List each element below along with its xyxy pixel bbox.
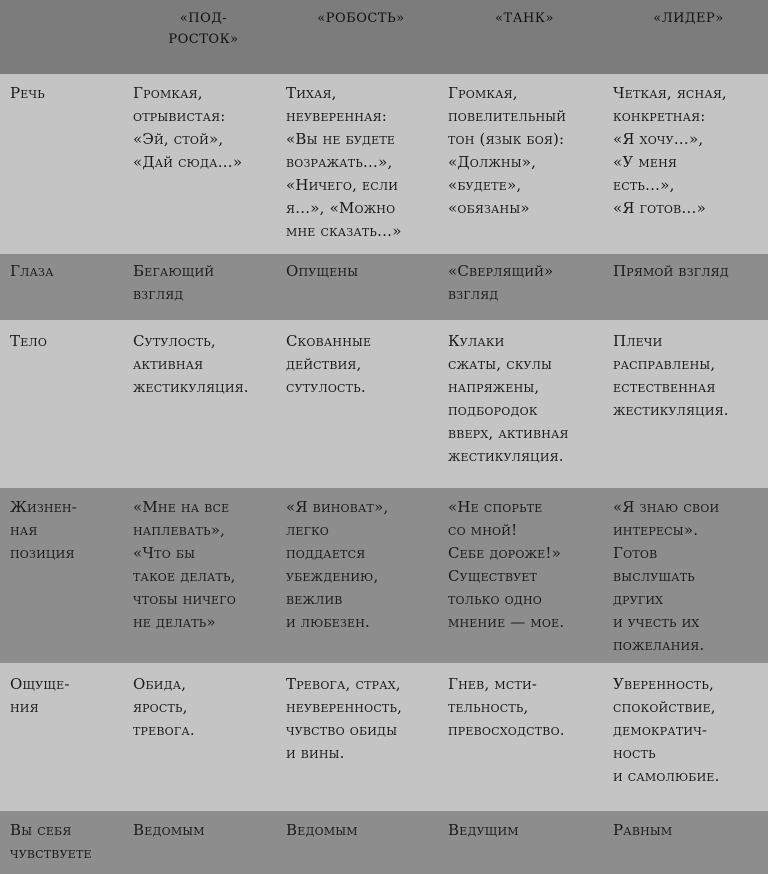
table-cell: Гнев, мсти- тельность, превосходство. [440, 663, 605, 811]
header-teenager: «ПОД- РОСТОК» [125, 0, 278, 74]
table-cell: Плечи расправлены, естественная жестикуляция. [605, 320, 768, 488]
table-cell: Ведущим [440, 811, 605, 874]
table-cell: Кулаки сжаты, скулы напряжены, подбородок вверх, активная жестикуляция. [440, 320, 605, 488]
table-cell: «Я виноват», легко поддается убеждению, вежлив и любезен. [278, 488, 440, 663]
table-row-body [0, 320, 768, 488]
table-cell: Опущены [278, 254, 440, 320]
table-cell: Тревога, страх, неуверенность, чувство обиды и вины. [278, 663, 440, 811]
table-cell: Громкая, повелительный тон (язык боя): «Должны», «будете», «обязаны» [440, 74, 605, 254]
table-cell: Равным [605, 811, 768, 874]
row-label: Вы себя чувствуете [0, 811, 125, 874]
table-cell: Скованные действия, сутулость. [278, 320, 440, 488]
table-cell: Тихая, неуверенная: «Вы не будете возражать…», «Ничего, если я…», «Можно мне сказать…» [278, 74, 440, 254]
table-row-feelings [0, 663, 768, 811]
row-label: Речь [0, 74, 125, 254]
header-tank: «ТАНК» [440, 0, 605, 74]
table-row-life-position [0, 488, 768, 663]
row-label: Глаза [0, 254, 125, 320]
table-cell: Ведомым [125, 811, 278, 874]
table-cell: Сутулость, активная жестикуляция. [125, 320, 278, 488]
table-cell: «Не спорьте со мной! Себе дороже!» Существует только одно мнение — мое. [440, 488, 605, 663]
header-leader: «ЛИДЕР» [605, 0, 768, 74]
table-row-eyes [0, 254, 768, 320]
row-label: Жизнен- ная позиция [0, 488, 125, 663]
table-cell: Ведомым [278, 811, 440, 874]
table-cell: «Сверлящий» взгляд [440, 254, 605, 320]
row-label: Ощуще- ния [0, 663, 125, 811]
table-cell: Громкая, отрывистая: «Эй, стой», «Дай сюда…» [125, 74, 278, 254]
table-cell: Прямой взгляд [605, 254, 768, 320]
header-empty [0, 0, 125, 74]
table-cell: Уверенность, спокойствие, демократич- ность и самолюбие. [605, 663, 768, 811]
header-timidity: «РОБОСТЬ» [278, 0, 440, 74]
row-label: Тело [0, 320, 125, 488]
table-row-speech [0, 74, 768, 254]
table-cell: «Я знаю свои интересы». Готов выслушать других и учесть их пожелания. [605, 488, 768, 663]
table-row-self-feeling [0, 811, 768, 874]
table-cell: Обида, ярость, тревога. [125, 663, 278, 811]
table-cell: «Мне на все наплевать», «Что бы такое делать, чтобы ничего не делать» [125, 488, 278, 663]
table-cell: Бегающий взгляд [125, 254, 278, 320]
header-row [0, 0, 768, 74]
table-cell: Четкая, ясная, конкретная: «Я хочу…», «У меня есть…», «Я готов…» [605, 74, 768, 254]
